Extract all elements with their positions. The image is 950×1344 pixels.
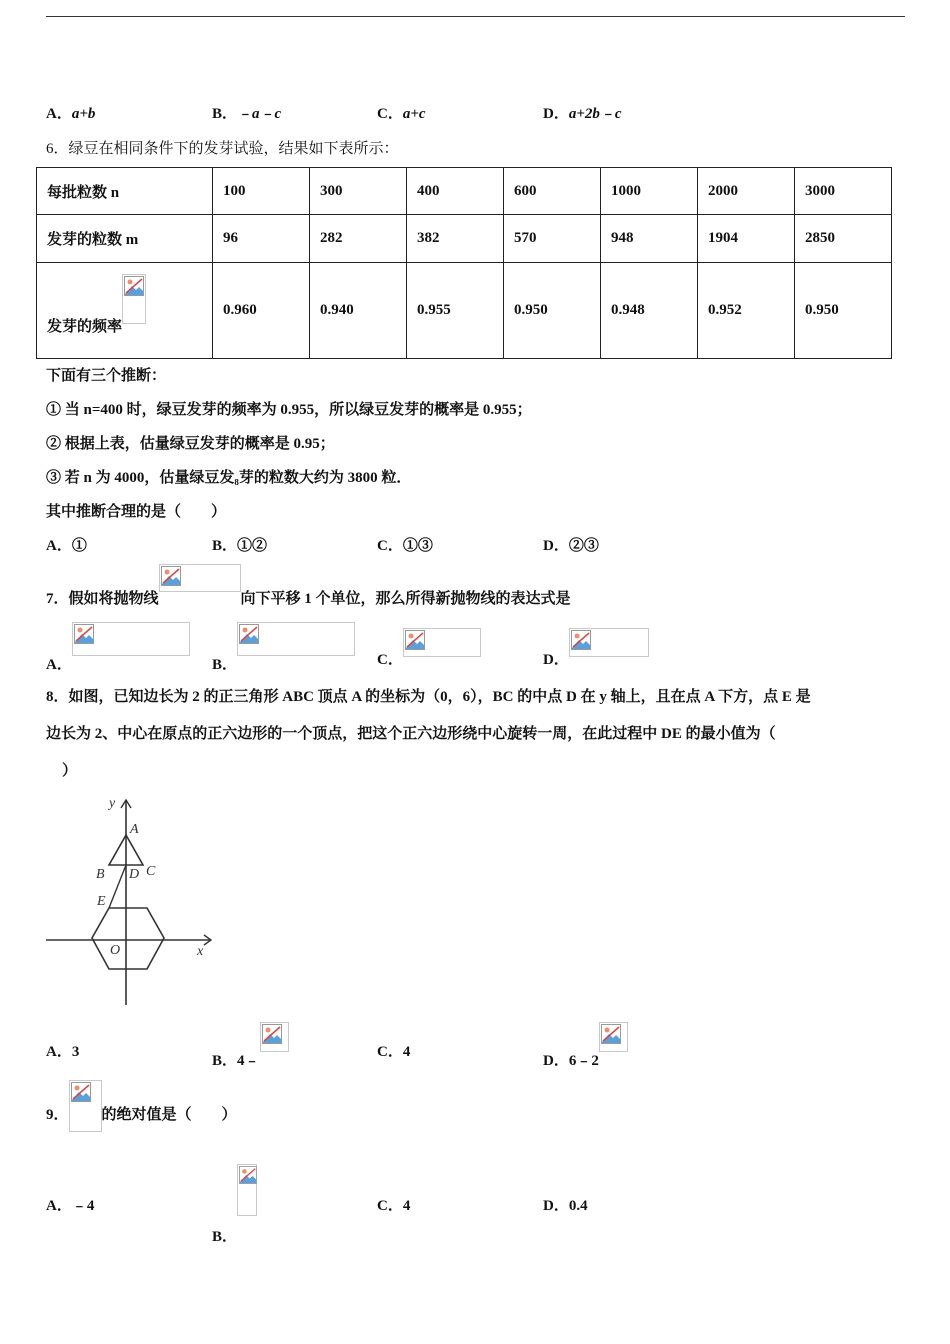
table-cell: 0.950 (504, 263, 601, 359)
q6-statement-2: ② 根据上表，估量绿豆发芽的概率是 0.95； (46, 436, 335, 452)
broken-image-icon (260, 1022, 289, 1052)
table-cell: 300 (310, 168, 407, 215)
q9-option-a: A．﹣4 (46, 1198, 95, 1214)
broken-image-icon (72, 622, 190, 656)
q6-intro: 下面有三个推断： (46, 368, 167, 384)
q9-number: 9． (46, 1107, 69, 1123)
q8-option-b: B．4﹣ (212, 1022, 289, 1052)
table-row (37, 215, 892, 263)
q9-option-d: D．0.4 (543, 1198, 588, 1214)
table-cell: 282 (310, 215, 407, 263)
label-d: D (129, 867, 140, 882)
q7-option-b: B． (212, 622, 355, 656)
table-cell: 0.952 (698, 263, 795, 359)
table-cell: 2850 (795, 215, 892, 263)
q8-figure (46, 795, 216, 1007)
label-e: E (97, 894, 106, 909)
q5-option-d: D．a+2b﹣c (543, 106, 622, 122)
label-x: x (197, 944, 204, 959)
q7-stem (46, 564, 571, 607)
q6-option-c: C．①③ (377, 538, 433, 554)
segment-de (109, 865, 126, 908)
q7-stem-end: 向下平移 1 个单位，那么所得新抛物线的表达式是 (240, 591, 571, 607)
broken-image-icon (159, 564, 241, 592)
q9-stem-text: 的绝对值是（ ） (101, 1107, 237, 1123)
q9-option-c: C．4 (377, 1198, 411, 1214)
label-y: y (109, 796, 116, 811)
table-cell: 0.950 (795, 263, 892, 359)
broken-image-icon (122, 274, 146, 324)
table-cell: 0.960 (213, 263, 310, 359)
q5-option-a: A．a+b (46, 106, 96, 122)
q8-option-c: C．4 (377, 1044, 411, 1060)
broken-image-icon (237, 622, 355, 656)
broken-image-icon (237, 1164, 257, 1216)
q7-stem-start: 7．假如将抛物线 (46, 591, 159, 607)
germination-table (36, 167, 892, 359)
q6-question: 其中推断合理的是（ ） (46, 504, 227, 520)
broken-image-icon (403, 628, 481, 657)
hexagon (92, 908, 164, 969)
q7-option-c: C． (377, 628, 481, 657)
q8-stem-line1: 8．如图，已知边长为 2 的正三角形 ABC 顶点 A 的坐标为（0，6），BC 的中点 D 在 y 轴上，且在点 A 下方，点 E 是 (46, 689, 811, 705)
table-cell: 1000 (601, 168, 698, 215)
q7-option-d: D． (543, 628, 649, 657)
table-row (37, 168, 892, 215)
table-cell: 100 (213, 168, 310, 215)
q6-stem: 6．绿豆在相同条件下的发芽试验，结果如下表所示： (46, 141, 399, 157)
row3-label-text: 发芽的频率 (47, 318, 123, 335)
table-row (37, 263, 892, 359)
q8-stem-line3: ） (62, 763, 78, 779)
table-cell: 2000 (698, 168, 795, 215)
q6-option-a: A．① (46, 538, 87, 554)
q6-option-d: D．②③ (543, 538, 599, 554)
label-a: A (130, 822, 139, 837)
row2-label: 发芽的粒数 m (37, 215, 213, 263)
table-cell: 600 (504, 168, 601, 215)
q6-statement-1: ① 当 n=400 时，绿豆发芽的频率为 0.955，所以绿豆发芽的概率是 0.955； (46, 402, 532, 418)
label-o: O (110, 943, 121, 958)
q6-statement-3: ③ 若 n 为 4000，估量绿豆发₈芽的粒数大约为 3800 粒． (46, 470, 412, 486)
q8-option-d: D．6﹣2 (543, 1022, 628, 1052)
table-cell: 0.955 (407, 263, 504, 359)
table-cell: 1904 (698, 215, 795, 263)
q6-option-b: B．①② (212, 538, 268, 554)
table-cell: 948 (601, 215, 698, 263)
broken-image-icon (599, 1022, 628, 1052)
table-cell: 3000 (795, 168, 892, 215)
table-cell: 382 (407, 215, 504, 263)
q5-option-b: B．﹣a﹣c (212, 106, 282, 122)
q8-stem-line2: 边长为 2、中心在原点的正六边形的一个顶点，把这个正六边形绕中心旋转一周，在此过程中 DE 的最小值为（ (46, 726, 776, 742)
q9-stem (46, 1080, 237, 1132)
q7-option-a: A． (46, 622, 190, 656)
q5-option-c: C．a+c (377, 106, 426, 122)
table-cell: 570 (504, 215, 601, 263)
table-cell: 400 (407, 168, 504, 215)
table-cell: 96 (213, 215, 310, 263)
label-b: B (96, 867, 105, 882)
broken-image-icon (69, 1080, 102, 1132)
row1-label: 每批粒数 n (37, 168, 213, 215)
broken-image-icon (569, 628, 649, 657)
header-rule (46, 16, 905, 17)
label-c: C (146, 864, 156, 879)
table-cell: 0.940 (310, 263, 407, 359)
q9-option-b: B． (212, 1164, 257, 1216)
row3-label (37, 263, 213, 359)
table-cell: 0.948 (601, 263, 698, 359)
q8-option-a: A．3 (46, 1044, 80, 1060)
